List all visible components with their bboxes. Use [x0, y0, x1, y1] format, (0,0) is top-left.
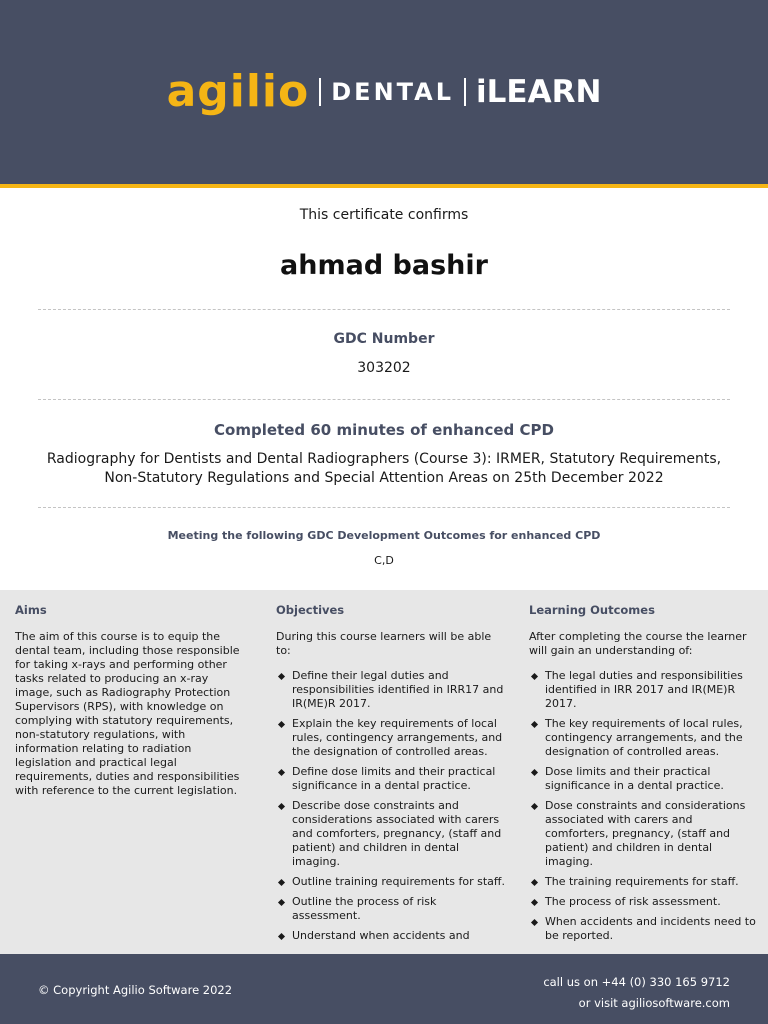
divider [38, 399, 730, 400]
course-line: Non-Statutory Regulations and Special Attention Areas on 25th December 2022 [104, 470, 664, 486]
list-item-text: Dose limits and their practical significance in a dental practice. [545, 765, 724, 792]
diamond-bullet-icon [278, 673, 285, 680]
list-item [276, 765, 506, 793]
list-item-text: Describe dose constraints and considerations associated with carers and comforters, pregnancy, (staff and patient) and children in dental imaging. [292, 799, 502, 868]
list-item-text: Understand when accidents and [292, 929, 470, 942]
list-item-text: Dose constraints and considerations associated with carers and comforters, pregnancy, (staff and patient) and children in dental imaging. [545, 799, 746, 868]
course-details-panel [0, 590, 768, 954]
diamond-bullet-icon [278, 879, 285, 886]
objectives-intro: During this course learners will be able to: [276, 630, 492, 657]
recipient-name: ahmad bashir [280, 250, 488, 281]
phone-link[interactable]: call us on +44 (0) 330 165 9712 [543, 975, 730, 989]
list-item-text: Outline the process of risk assessment. [292, 895, 437, 922]
aims-heading: Aims [15, 603, 47, 617]
diamond-bullet-icon [531, 769, 538, 776]
header-banner [0, 0, 768, 184]
cpd-title: Completed 60 minutes of enhanced CPD [214, 421, 554, 439]
brand-logo [0, 64, 768, 120]
objectives-list [276, 669, 506, 943]
list-item [529, 717, 757, 759]
list-item [276, 717, 506, 759]
list-item [529, 875, 757, 889]
diamond-bullet-icon [531, 919, 538, 926]
divider [38, 507, 730, 508]
diamond-bullet-icon [278, 721, 285, 728]
list-item [276, 895, 506, 923]
logo-agilio: agilio [166, 66, 310, 117]
course-description [30, 450, 738, 488]
list-item [529, 765, 757, 793]
objectives-column [276, 603, 506, 949]
development-outcomes-title: Meeting the following GDC Development Outcomes for enhanced CPD [167, 529, 601, 542]
list-item-text: Define their legal duties and responsibilities identified in IRR17 and IR(ME)R 2017. [292, 669, 504, 710]
logo-ilearn: iLEARN [476, 74, 602, 110]
website-link[interactable]: or visit agiliosoftware.com [578, 996, 730, 1010]
diamond-bullet-icon [531, 803, 538, 810]
gdc-number-label: GDC Number [333, 331, 435, 347]
objectives-heading: Objectives [276, 603, 345, 617]
list-item [529, 895, 757, 909]
divider [38, 309, 730, 310]
list-item [276, 799, 506, 869]
logo-divider [319, 78, 321, 106]
learning-outcomes-heading: Learning Outcomes [529, 603, 655, 617]
learning-outcomes-list [529, 669, 757, 943]
diamond-bullet-icon [531, 673, 538, 680]
list-item [276, 929, 506, 943]
logo-dental: DENTAL [331, 78, 455, 106]
list-item [276, 875, 506, 889]
diamond-bullet-icon [531, 879, 538, 886]
contact-info [543, 972, 730, 1014]
accent-stripe [0, 184, 768, 188]
list-item [529, 915, 757, 943]
course-line: Radiography for Dentists and Dental Radiographers (Course 3): IRMER, Statutory Requirements, [46, 451, 722, 467]
list-item-text: Explain the key requirements of local rules, contingency arrangements, and the designation of controlled areas. [292, 717, 503, 758]
aims-text: The aim of this course is to equip the dental team, including those responsible for taking x-rays and performing other tasks related to producing an x-ray image, such as Radiography Protection Supervisors (RPS), with knowledge on complying with statutory requirements, non-statutory regulations, with information relating to radiation legislation and practical legal requirements, duties and responsibilities with reference to the current legislation. [15, 630, 240, 797]
list-item-text: Define dose limits and their practical significance in a dental practice. [292, 765, 496, 792]
certificate-intro: This certificate confirms [299, 207, 469, 223]
list-item-text: When accidents and incidents need to be reported. [545, 915, 756, 942]
list-item [529, 669, 757, 711]
list-item-text: Outline training requirements for staff. [292, 875, 505, 888]
list-item-text: The legal duties and responsibilities identified in IRR 2017 and IR(ME)R 2017. [545, 669, 743, 710]
list-item-text: The training requirements for staff. [545, 875, 739, 888]
development-outcomes-value: C,D [374, 554, 394, 567]
list-item [276, 669, 506, 711]
diamond-bullet-icon [278, 933, 285, 940]
diamond-bullet-icon [278, 803, 285, 810]
list-item-text: The key requirements of local rules, contingency arrangements, and the designation of controlled areas. [545, 717, 743, 758]
footer [0, 954, 768, 1024]
aims-column [15, 603, 240, 809]
logo-divider [464, 78, 466, 106]
list-item [529, 799, 757, 869]
learning-outcomes-column [529, 603, 757, 949]
diamond-bullet-icon [278, 769, 285, 776]
copyright-text: © Copyright Agilio Software 2022 [38, 983, 233, 997]
diamond-bullet-icon [278, 899, 285, 906]
learning-outcomes-intro: After completing the course the learner will gain an understanding of: [529, 630, 747, 657]
diamond-bullet-icon [531, 721, 538, 728]
list-item-text: The process of risk assessment. [545, 895, 721, 908]
gdc-number-value: 303202 [357, 360, 411, 376]
diamond-bullet-icon [531, 899, 538, 906]
